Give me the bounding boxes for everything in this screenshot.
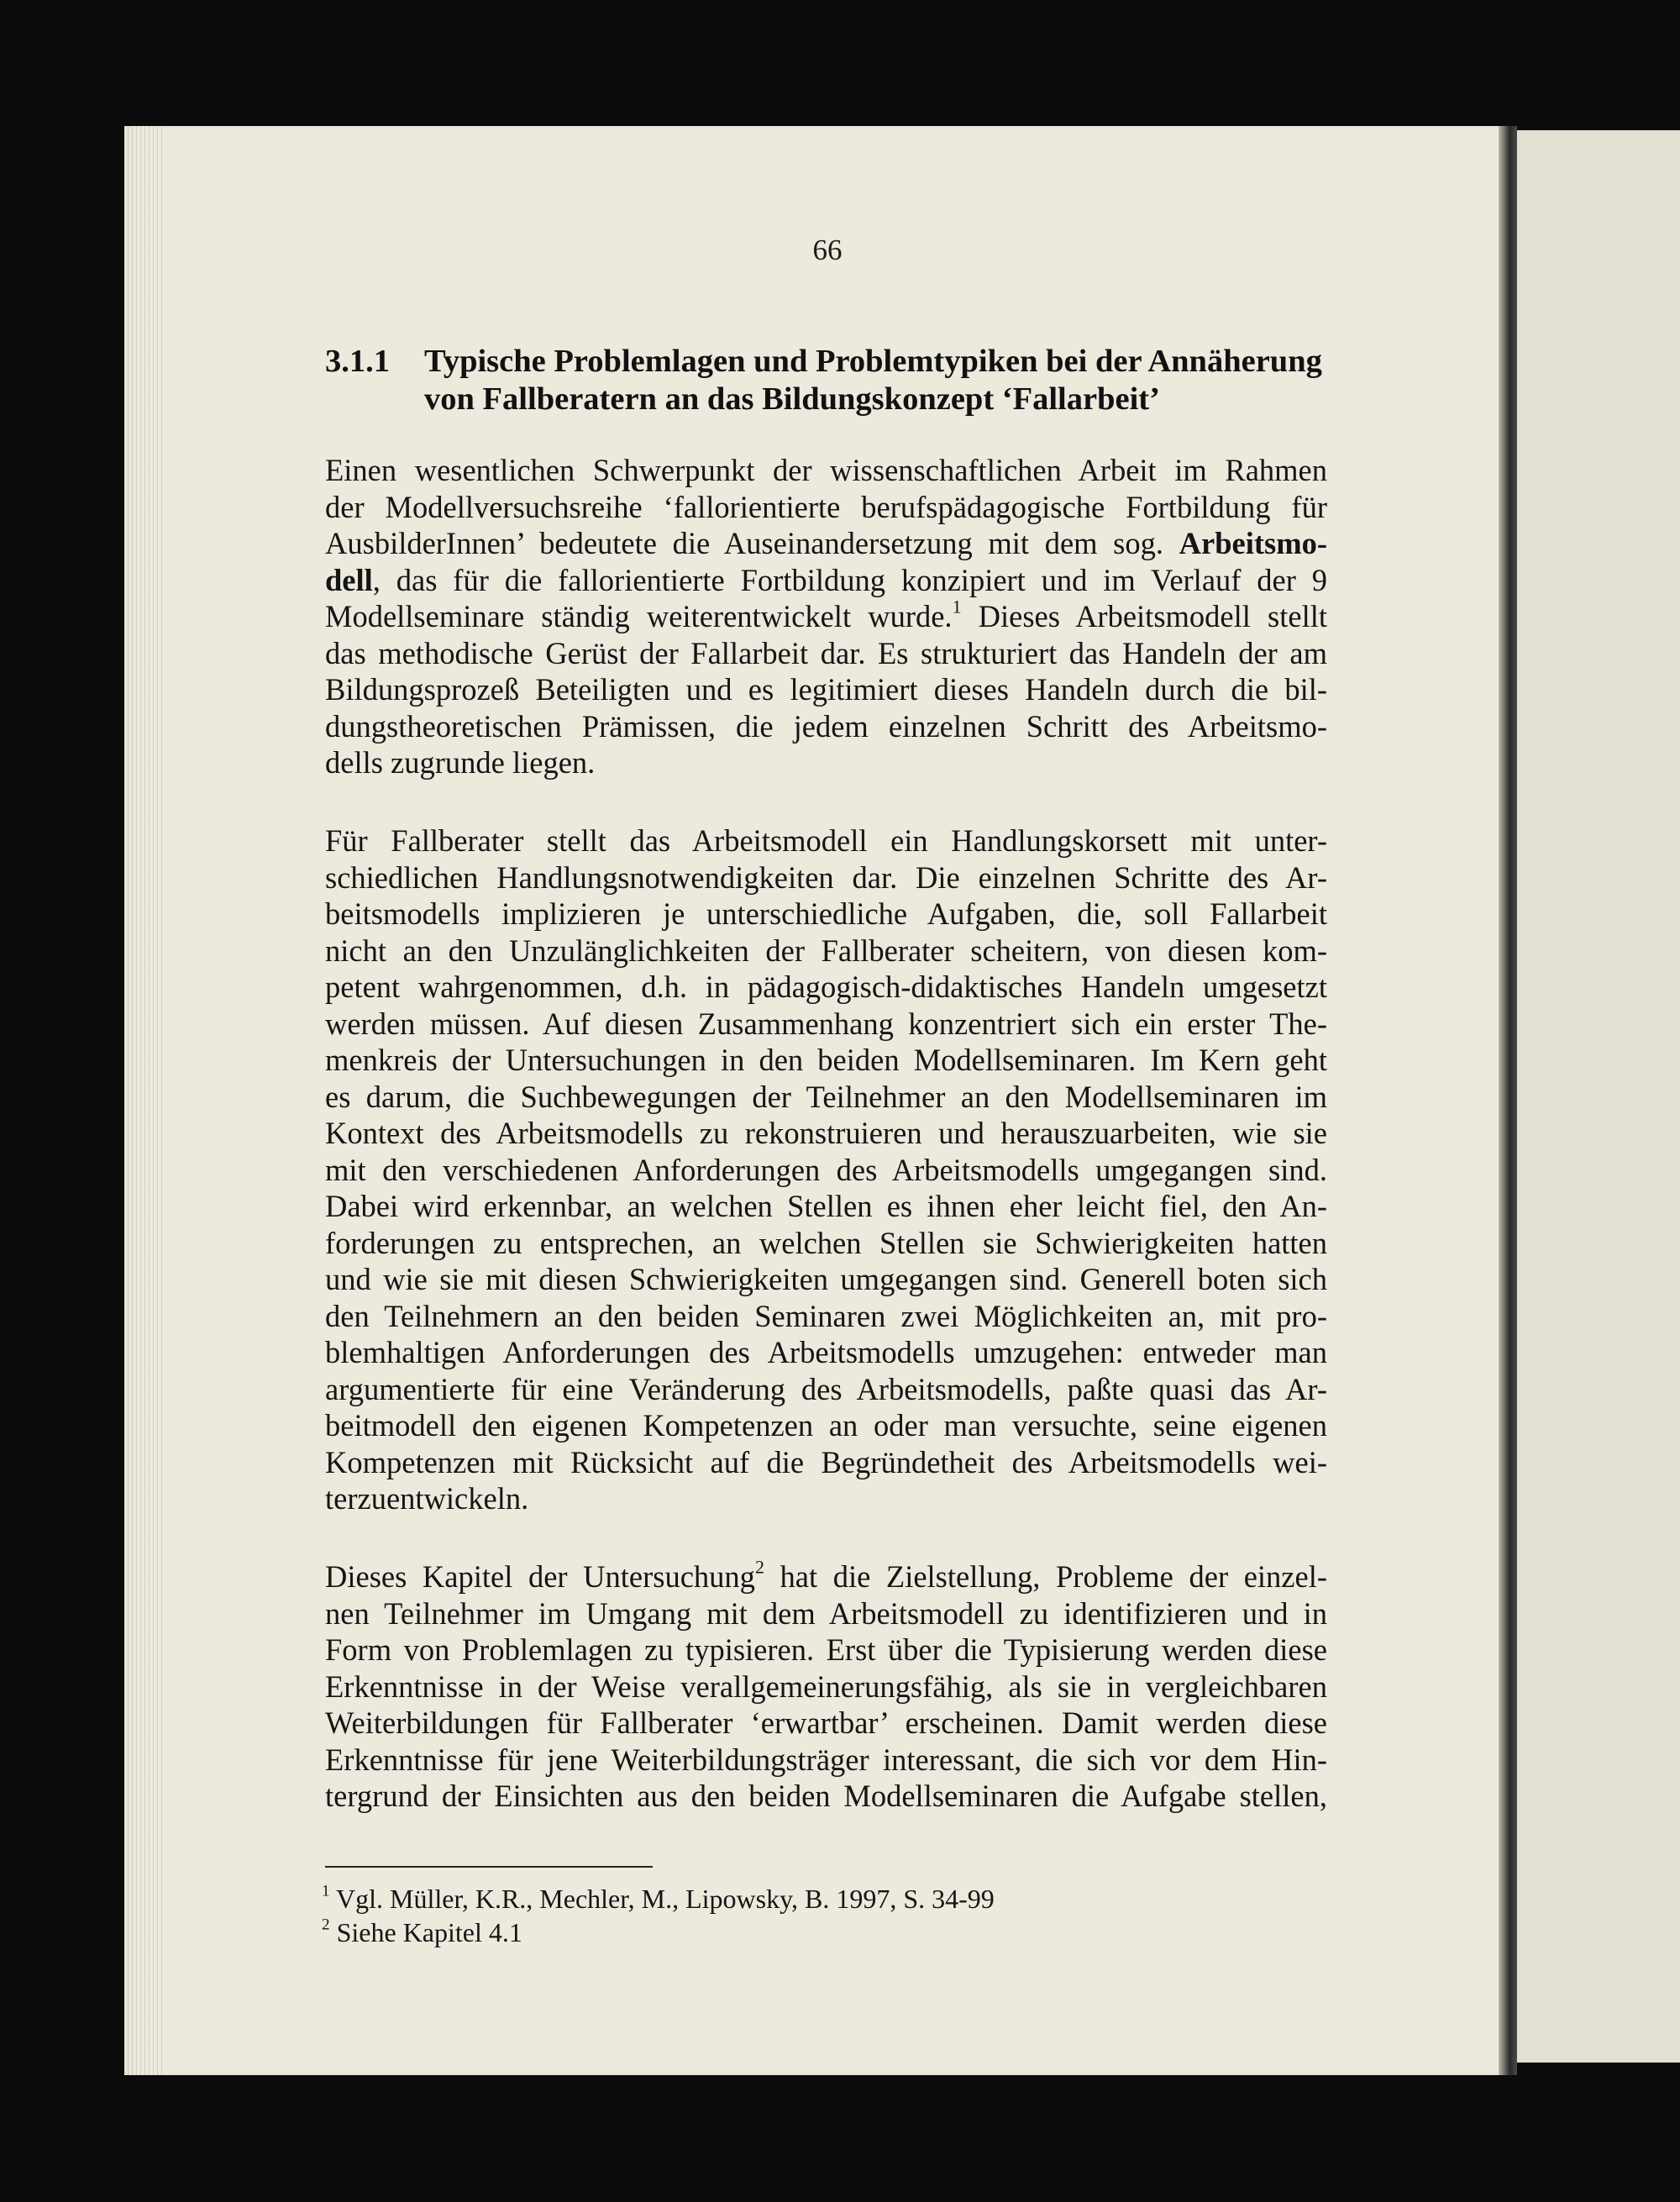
paragraph-line: tergrund der Einsichten aus den beiden Modellseminaren die Aufgabe stellen, [325,1779,1327,1813]
section-title-line-1: Typische Problemlagen und Problemtypiken bei der Annäherung [424,344,1322,379]
line-text: AusbilderInnen’ bedeutete die Auseinandersetzung mit dem sog. [325,526,1163,560]
paragraph-line: Form von Problemlagen zu typisieren. Erst über die Typisierung werden diese [325,1632,1327,1667]
paragraph-line: nen Teilnehmer im Umgang mit dem Arbeitsmodell zu identifizieren und in [325,1595,1327,1631]
facing-page-edge [1504,130,1680,2063]
paragraph-line: Kontext des Arbeitsmodells zu rekonstruieren und herauszuarbeiten, wie sie [325,1116,1327,1150]
section-heading [325,343,1333,418]
line-text: Dieses Arbeitsmodell stellt [961,599,1327,633]
line-text: hat die Zielstellung, Probleme der einzel- [764,1559,1327,1594]
paragraph-line [325,562,1327,599]
page-number: 66 [812,234,843,266]
paragraph-line: dells zugrunde liegen. [325,745,596,780]
paragraph-line: dungstheoretischen Prämissen, die jedem einzelnen Schritt des Arbeitsmo- [325,708,1327,744]
paragraph-2 [325,822,1327,1517]
paragraph-line: beitsmodells implizieren je unterschiedliche Aufgaben, die, soll Fallarbeit [325,896,1327,931]
paragraph-line: Weiterbildungen für Fallberater ‘erwartbar’ erscheinen. Damit werden diese [325,1705,1327,1740]
paragraph-line: und wie sie mit diesen Schwierigkeiten umgegangen sind. Generell boten sich [325,1262,1327,1296]
paragraph-line: blemhaltigen Anforderungen des Arbeitsmodells umzugehen: entweder man [325,1335,1327,1369]
footnote-text: Siehe Kapitel 4.1 [329,1917,522,1947]
paragraph-3 [325,1558,1327,1815]
paragraph-line: werden müssen. Auf diesen Zusammenhang konzentriert sich ein erster The- [325,1006,1327,1041]
paragraph-line: der Modellversuchsreihe ‘fallorientierte berufspädagogische Fortbildung für [325,489,1327,524]
section-title-line-2: von Fallberatern an das Bildungskonzept ‘Fallarbeit’ [424,381,1160,417]
footnote-ref-2[interactable]: 2 [754,1556,764,1578]
paragraph-line: Dabei wird erkennbar, an welchen Stellen es ihnen eher leicht fiel, den An- [325,1189,1327,1223]
book-gutter [1499,126,1517,2075]
section-number: 3.1.1 [325,344,390,379]
paragraph-line [325,598,1327,635]
bold-term: dell [325,562,373,597]
line-text: Dieses Kapitel der Untersuchung [325,1559,755,1594]
paragraph-line: Kompetenzen mit Rücksicht auf die Begründetheit des Arbeitsmodells wei- [325,1444,1327,1479]
paragraph-line: das methodische Gerüst der Fallarbeit dar. Es strukturiert das Handeln der am [325,635,1327,670]
paragraph-line: schiedlichen Handlungsnotwendigkeiten dar. Die einzelnen Schritte des Ar- [325,859,1327,895]
paragraph-line: argumentierte für eine Veränderung des Arbeitsmodells, paßte quasi das Ar- [325,1371,1327,1406]
page-stack-edge [124,126,165,2075]
paragraph-line: den Teilnehmern an den beiden Seminaren zwei Möglichkeiten an, mit pro- [325,1298,1327,1333]
footnote-mark: 1 [322,1882,330,1900]
paragraph-line: Einen wesentlichen Schwerpunkt der wissenschaftlichen Arbeit im Rahmen [325,453,1327,487]
paragraph-line: petent wahrgenommen, d.h. in pädagogisch-didaktisches Handeln umgesetzt [325,970,1327,1004]
footnote-text: Vgl. Müller, K.R., Mechler, M., Lipowsky, B. 1997, S. 34-99 [329,1884,995,1914]
footnote-separator [325,1866,653,1868]
paragraph-line: es darum, die Suchbewegungen der Teilnehmer an den Modellseminaren im [325,1079,1327,1114]
paragraph-line: Für Fallberater stellt das Arbeitsmodell ein Handlungskorsett mit unter- [325,823,1327,858]
footnote-2 [322,1916,995,1949]
bold-term: Arbeitsmo- [1179,526,1328,560]
footnote-mark: 2 [322,1916,330,1934]
paragraph-line: menkreis der Untersuchungen in den beiden Modellseminaren. Im Kern geht [325,1043,1327,1077]
paragraph-line [325,525,1327,562]
paragraph-line: Bildungsprozeß Beteiligten und es legitimiert dieses Handeln durch die bil- [325,672,1327,707]
footnote-1 [322,1882,995,1916]
section-heading-line-1 [325,343,1333,381]
line-text: , das für die fallorientierte Fortbildung konzipiert und im Verlauf der 9 [372,562,1327,597]
paragraph-line [325,1558,1327,1595]
paragraph-line: mit den verschiedenen Anforderungen des Arbeitsmodells umgegangen sind. [325,1152,1327,1187]
paragraph-line: forderungen zu entsprechen, an welchen Stellen sie Schwierigkeiten hatten [325,1225,1327,1260]
paragraph-1 [325,452,1327,781]
line-text: Modellseminare ständig weiterentwickelt wurde. [325,599,953,633]
paragraph-line: beitmodell den eigenen Kompetenzen an oder man versuchte, seine eigenen [325,1408,1327,1443]
footnote-ref-1[interactable]: 1 [952,596,962,618]
paragraph-line: nicht an den Unzulänglichkeiten der Fallberater scheitern, von diesen kom- [325,933,1327,968]
paragraph-line: terzuentwickeln. [325,1481,529,1516]
footnotes [322,1882,995,1949]
paragraph-line: Erkenntnisse in der Weise verallgemeinerungsfähig, als sie in vergleichbaren [325,1669,1327,1704]
paragraph-line: Erkenntnisse für jene Weiterbildungsträger interessant, die sich vor dem Hin- [325,1742,1327,1777]
